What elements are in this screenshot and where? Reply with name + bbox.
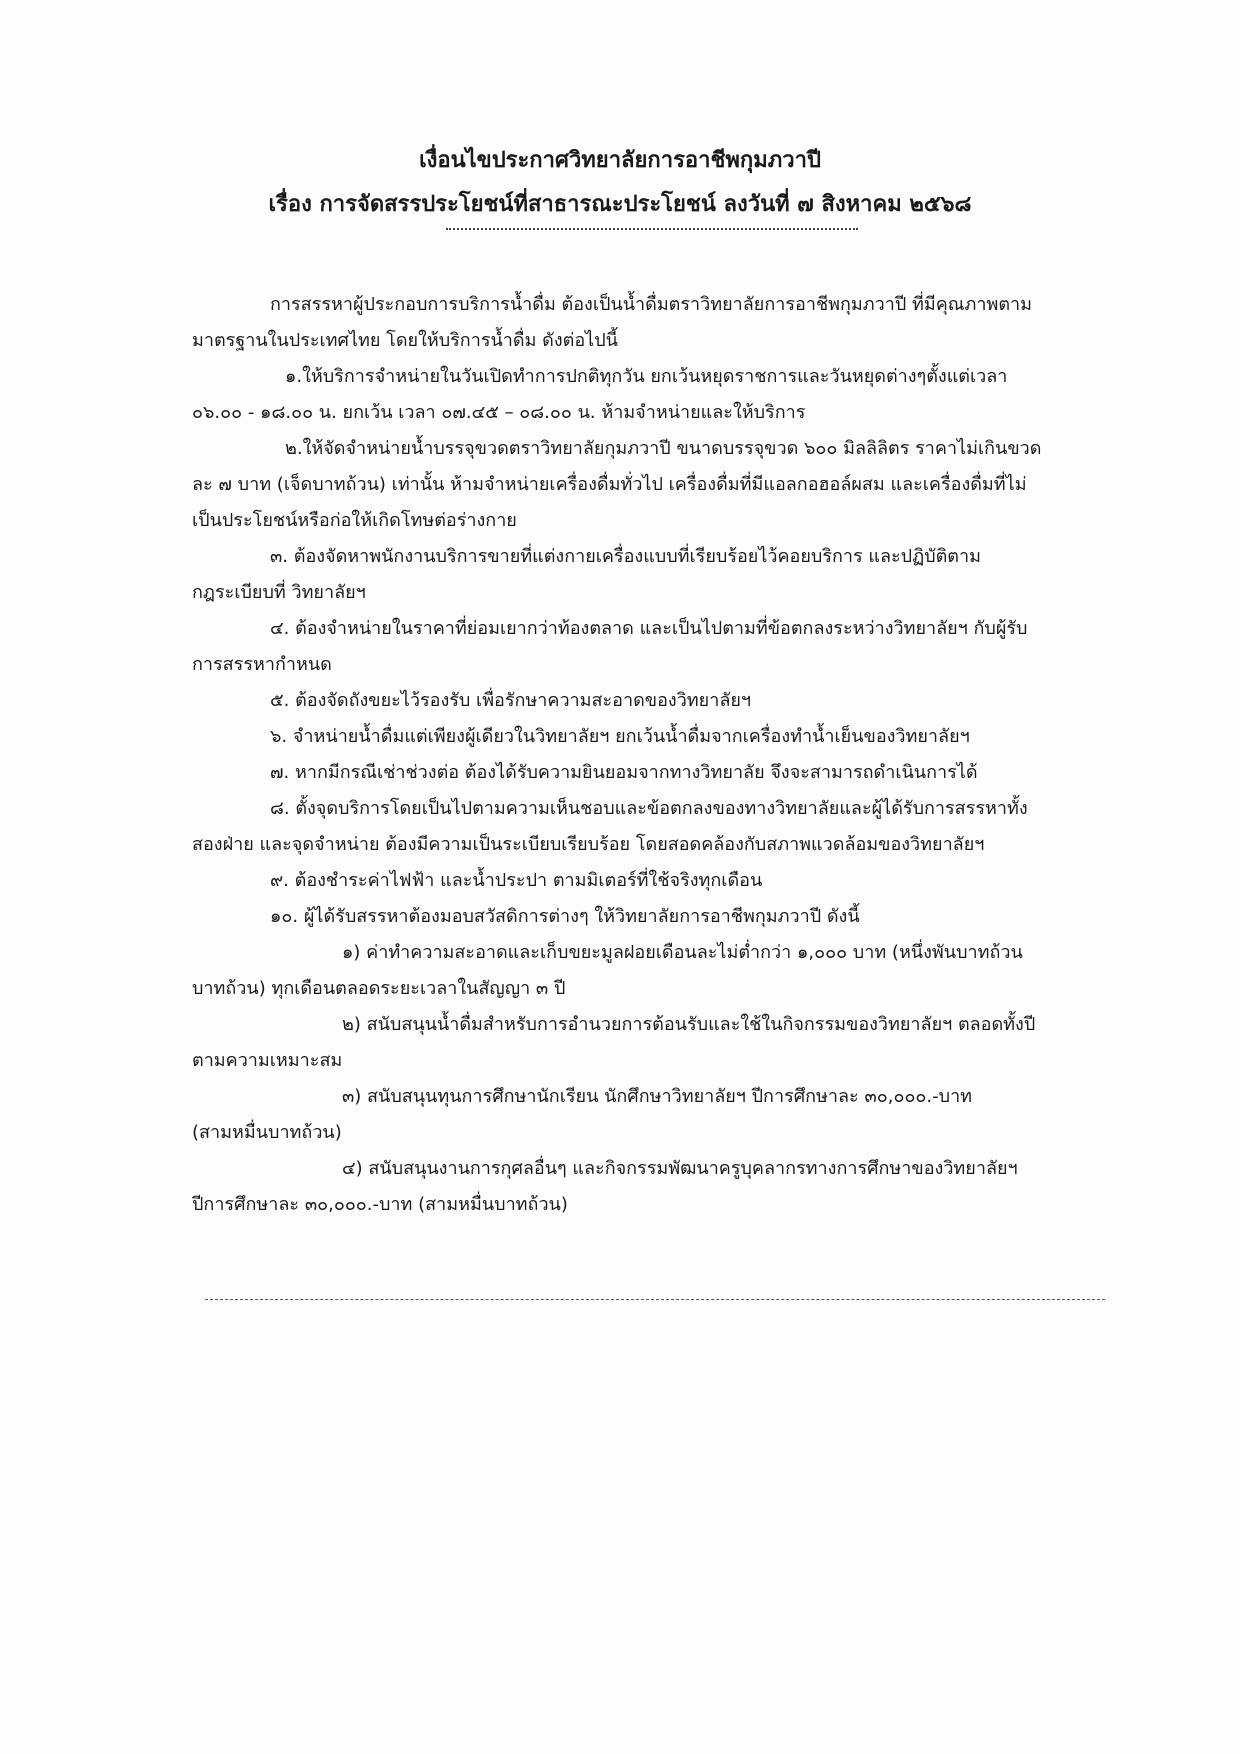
document-subject: เรื่อง การจัดสรรประโยชน์ที่สาธารณะประโยชน์ ลงวันที่ ๗ สิงหาคม ๒๕๖๘ [268,192,972,217]
clause-8: ๘. ตั้งจุดบริการโดยเป็นไปตามความเห็นชอบและข้อตกลงของทางวิทยาลัยและผู้ได้รับการสรรหาทั้ง [270,798,1028,819]
clause-3: ๓. ต้องจัดหาพนักงานบริการขายที่แต่งกายเครื่องแบบที่เรียบร้อยไว้คอยบริการ และปฏิบัติตาม [270,546,981,567]
sub-clause-3-cont: (สามหมื่นบาทถ้วน) [192,1122,342,1143]
sub-clause-3: ๓) สนับสนุนทุนการศึกษานักเรียน นักศึกษาวิทยาลัยฯ ปีการศึกษาละ ๓๐,๐๐๐.-บาท [342,1086,973,1107]
clause-5: ๕. ต้องจัดถังขยะไว้รองรับ เพื่อรักษาความสะอาดของวิทยาลัยฯ [270,690,752,711]
sub-clause-4-cont: ปีการศึกษาละ ๓๐,๐๐๐.-บาท (สามหมื่นบาทถ้วน) [192,1194,568,1215]
sub-clause-1-cont: บาทถ้วน) ทุกเดือนตลอดระยะเวลาในสัญญา ๓ ปี [192,978,566,999]
clause-1-cont: ๐๖.๐๐ - ๑๘.๐๐ น. ยกเว้น เวลา ๐๗.๔๕ – ๐๘.๐๐ น. ห้ามจำหน่ายและให้บริการ [192,402,806,423]
clause-2-cont: ละ ๗ บาท (เจ็ดบาทถ้วน) เท่านั้น ห้ามจำหน่ายเครื่องดื่มทั่วไป เครื่องดื่มที่มีแอลกอฮอล์ผสม และเครื่องดื่มที่ไม่ [192,474,1027,495]
intro-line: การสรรหาผู้ประกอบการบริการน้ำดื่ม ต้องเป็นน้ำดื่มตราวิทยาลัยการอาชีพกุมภวาปี ที่มีคุณภาพตาม [270,294,1032,315]
footer-separator [205,1299,1105,1300]
clause-2: ๒.ให้จัดจำหน่ายน้ำบรรจุขวดตราวิทยาลัยกุมภวาปี ขนาดบรรจุขวด ๖๐๐ มิลลิลิตร ราคาไม่เกินขวด [285,438,1042,459]
intro-line: มาตรฐานในประเทศไทย โดยให้บริการน้ำดื่ม ดังต่อไปนี้ [192,330,618,351]
sub-clause-2-cont: ตามความเหมาะสม [192,1050,343,1071]
sub-clause-1: ๑) ค่าทำความสะอาดและเก็บขยะมูลฝอยเดือนละไม่ต่ำกว่า ๑,๐๐๐ บาท (หนึ่งพันบาทถ้วน [342,942,1023,963]
clause-6: ๖. จำหน่ายน้ำดื่มแต่เพียงผู้เดียวในวิทยาลัยฯ ยกเว้นน้ำดื่มจากเครื่องทำน้ำเย็นของวิทยาลัยฯ [270,726,970,747]
dotted-separator [446,228,858,230]
clause-3-cont: กฎระเบียบที่ วิทยาลัยฯ [192,582,366,603]
document-title: เงื่อนไขประกาศวิทยาลัยการอาชีพกุมภวาปี [419,148,821,173]
clause-10: ๑๐. ผู้ได้รับสรรหาต้องมอบสวัสดิการต่างๆ ให้วิทยาลัยการอาชีพกุมภวาปี ดังนี้ [270,906,860,927]
clause-9: ๙. ต้องชำระค่าไฟฟ้า และน้ำประปา ตามมิเตอร์ที่ใช้จริงทุกเดือน [270,870,763,891]
clause-2-cont: เป็นประโยชน์หรือก่อให้เกิดโทษต่อร่างกาย [192,510,517,531]
sub-clause-4: ๔) สนับสนุนงานการกุศลอื่นๆ และกิจกรรมพัฒนาครูบุคลากรทางการศึกษาของวิทยาลัยฯ [342,1158,1018,1179]
clause-8-cont: สองฝ่าย และจุดจำหน่าย ต้องมีความเป็นระเบียบเรียบร้อย โดยสอดคล้องกับสภาพแวดล้อมของวิทยาลัยฯ [192,834,985,855]
clause-4: ๔. ต้องจำหน่ายในราคาที่ย่อมเยากว่าท้องตลาด และเป็นไปตามที่ข้อตกลงระหว่างวิทยาลัยฯ กับผู้รับ [270,618,1028,639]
clause-4-cont: การสรรหากำหนด [192,654,332,675]
sub-clause-2: ๒) สนับสนุนน้ำดื่มสำหรับการอำนวยการต้อนรับและใช้ในกิจกรรมของวิทยาลัยฯ ตลอดทั้งปี [342,1014,1036,1035]
clause-7: ๗. หากมีกรณีเช่าช่วงต่อ ต้องได้รับความยินยอมจากทางวิทยาลัย จึงจะสามารถดำเนินการได้ [270,762,978,783]
clause-1: ๑.ให้บริการจำหน่ายในวันเปิดทำการปกติทุกวัน ยกเว้นหยุดราชการและวันหยุดต่างๆตั้งแต่เวลา [285,366,1008,387]
